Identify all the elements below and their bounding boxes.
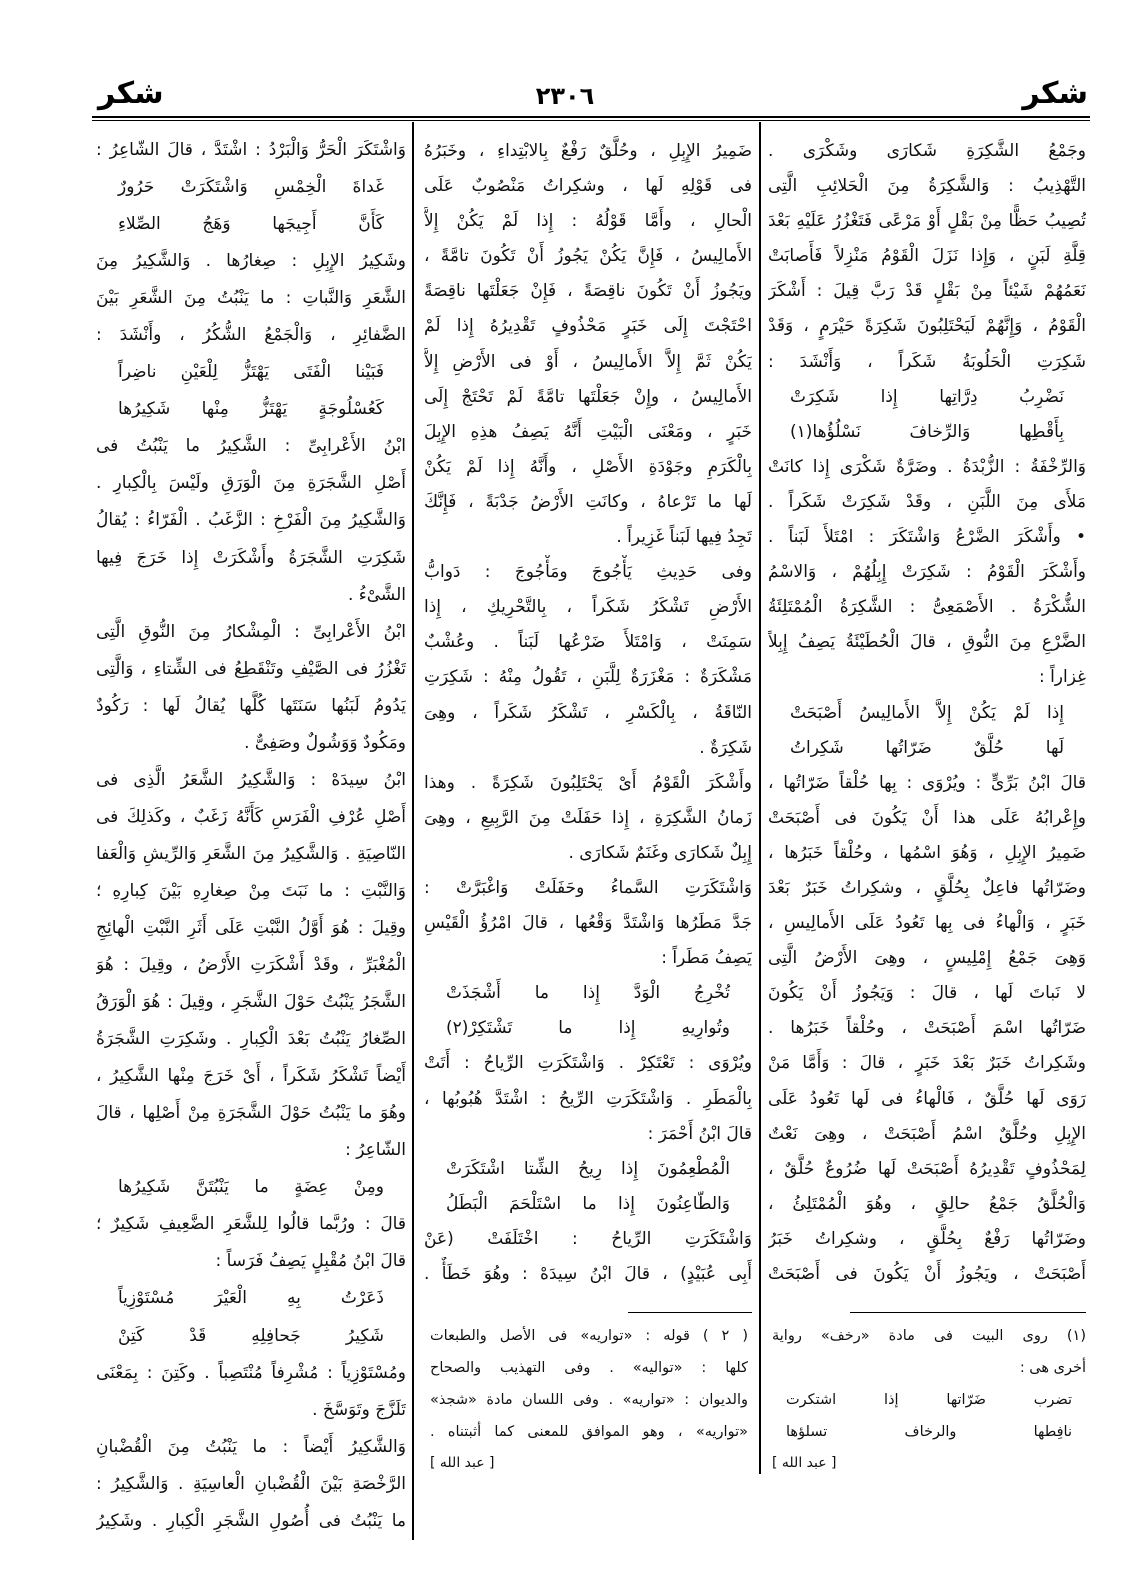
text-line: لِمَحْذُوفٍ تَقْدِيرُهُ أَصْبَحَتْ لَها ضُرُوعٌ حُلَّقٌ ، [768,1158,1086,1179]
text-line: رَوَى لَها حُلَّقٌ ، فَالْهاءُ فى لَها تَعُودُ عَلَى [768,1088,1086,1109]
text-line: شَكِرَتِ الشَّجَرَةُ وأَشْكَرَتْ إِذا خَرَجَ فِيها [96,547,406,568]
verse-line: وتُوارِيهِ إِذا ما تَشْتَكِرْ(٢) [446,1018,730,1039]
text-line: تَغْزُرُ فى الصَّيْفِ وتَنْقَطِعُ فى الشِّتاءِ ، وَالَّتِى [96,658,406,679]
text-line: الرَّخْصَةِ بَيْنَ الْقُضْبانِ الْعاسِيَةِ . وَالشَّكِيرُ : [96,1473,406,1494]
text-line: يَكُنْ ثَمَّ إِلاَّ الأَمالِيسُ ، أَوْ فى الأَرْضِ إِلاَّ [424,351,752,372]
verse-line: كَأَنَّ أَجِيجَها وَهَجُ الصِّلاءِ [118,214,384,235]
footnote-line: والديوان : «تواريه» . وفى اللسان مادة «شجذ» [430,1392,748,1408]
text-line: ومَكُودٌ وَوَشُولٌ وصَفِىٌّ . [244,732,406,753]
text-line: الأَمالِيسُ ، فَإِنَّ يَكُنْ يَجُوزُ أَنْ تَكُونَ تامَّةً ، [424,246,752,267]
text-line: ضَرّاتُها اسْمَ أَصْبَحَتْ ، وحُلْقاً خَبَرُها . [768,1018,1086,1039]
text-line: وأَشْكَرَ الْقَوْمُ : شَكِرَتْ إِبِلُهُمْ ، وَالاسْمُ [768,562,1086,583]
text-line: وَاشْتَكَرَتِ الرِّياحُ : اخْتَلَفَتْ (عَنْ [424,1228,752,1249]
text-line: وجَمْعُ الشَّكِرَةِ شَكارَى وشَكْرَى . [768,141,1086,161]
text-line: شَكِرَةٌ . [699,737,752,758]
text-line: قالَ ابْنُ مُقْبِلٍ يَصِفُ فَرَساً : [215,1251,406,1272]
text-line: وأَشْكَرَ الْقَوْمُ أَىْ يَحْتَلِبُونَ شَكِرَةً . وهذا [424,772,752,793]
column-divider-left [412,122,414,1540]
text-line: سَمِنَتْ ، وَامْتَلأَ ضَرْعُها لَبَناً . وعُشْبٌ [424,632,752,653]
text-line: تُصِيبُ حَظًّا مِنْ بَقْلٍ أَوْ مَرْعًى فَتَغْزُرُ عَلَيْهِ بَعْدَ [768,211,1086,232]
text-line: أَصْلِ الشَّجَرَةِ مِنَ الْوَرَقِ ولَيْسَ بِالْكِبارِ . [96,473,406,494]
text-line: وشَكِراتُ خَبَرٌ بَعْدَ خَبَرٍ ، قالَ : وَأَمَّا مَنْ [768,1053,1086,1074]
column-divider-right [759,122,761,1474]
text-line: الْمُغْبَرِّ ، وقَدْ أَشْكَرَتِ الأَرْضُ ، وقِيلَ : هُوَ [96,955,406,976]
text-line: وإِعْرابُهُ عَلَى هذا أَنْ يَكُونَ فى أَصْبَحَتْ [768,807,1086,828]
text-line: إِبِلٌ شَكارَى وغَنَمٌ شَكارَى . [568,842,752,863]
text-line: بِالْمَطَرِ . وَاشْتَكَرَتِ الرِّيحُ : اشْتَدَّ هُبُوبُها ، [424,1088,752,1109]
text-line: الْحالِ ، وأَمَّا قَوْلُهُ : إِذا لَمْ يَكُنْ إِلاَّ [424,211,752,232]
verse-line: بِأَقْطِها وَالرِّخافَ نَسْلُؤُها(١) [790,421,1064,442]
text-line: أَبِى عُبَيْدٍ) ، قالَ ابْنُ سِيدَهْ : وهُوَ خَطَأٌ . [424,1264,752,1284]
text-line: الأَرْضِ تَشْكَرُ شَكَراً ، بِالتَّحْرِيكِ ، إِذا [424,597,752,618]
text-line: قالَ ابْنُ أَحْمَرَ : [647,1123,752,1144]
text-line: وَالْحُلَّقُ جَمْعُ حالِقٍ ، وهُوَ الْمُمْتَلِئُ ، [768,1193,1086,1214]
text-line: الشّاعِرُ : [345,1140,406,1161]
header-rule [92,116,1090,118]
text-line: ابْنُ الأَعْرابِىِّ : الْمِشْكارُ مِنَ النُّوقِ الَّتِى [96,621,406,642]
text-line: الإِبِلِ وحُلَّقٌ اسْمُ أَصْبَحَتْ ، وهِىَ نَعْتٌ [768,1123,1086,1144]
text-line: وهُوَ ما يَنْبُتُ حَوْلَ الشَّجَرَةِ مِنْ أَصْلِها ، قالَ [96,1103,406,1124]
text-line: نَعَمُهُمْ شَيْئاً مِنْ بَقْلٍ قَدْ رَبَّ قِيلَ : أَشْكَرَ [768,281,1086,302]
text-line: وَهِىَ جَمْعُ إِمْلِيسٍ ، وهِىَ الأَرْضُ الَّتِى [768,948,1086,969]
text-line: تَجِدُ فِيها لَبَناً غَزِيراً . [616,527,752,548]
footnote-line: كلها : «تواليه» . وفى التهذيب والصحاح [430,1360,748,1376]
text-line: وشَكِيرُ الإِبِلِ : صِغارُها . وَالشَّكِيرُ مِنَ [96,251,406,272]
text-line: وَاشْتَكَرَ الْحَرُّ وَالْبَرْدُ : اشْتَدَّ ، قالَ الشّاعِرُ : [96,140,406,160]
text-line: الشَّجَرُ يَنْبُتُ حَوْلَ الشَّجَرِ ، وقِيلَ : هُوَ الْوَرَقُ [96,992,406,1013]
text-line: فى قَوْلِهِ لَها ، وشكِراتُ مَنْصُوبٌ عَلَى [424,176,752,197]
text-line: • وأَشْكَرَ الضَّرْعُ وَاشْتَكَرَ : امْتَلأَ لَبَناً . [768,527,1086,548]
text-line: يَصِفُ مَطَراً : [661,948,752,969]
footnote-right [772,1320,1086,1478]
text-line: احْتَجْتَ إِلَى خَبَرٍ مَحْذُوفٍ تَقْدِيرُهُ إِذا لَمْ [424,316,752,337]
text-line: أَصْلِ عُرْفِ الْفَرَسِ كَأَنَّهُ زَغَبٌ ، وكَذلِكَ فى [96,806,406,827]
text-line: قِلَّةِ لَبَنٍ ، وَإِذا نَزَلَ الْقَوْمُ مَنْزِلاً فَأَصابَتْ [768,246,1086,267]
text-line: خَبَرٍ ، ومَعْنَى الْبَيْتِ أَنَّهُ يَصِفُ هذِهِ الإِبِلَ [424,421,752,442]
footnote-line: «تواريه» ، وهو الموافق للمعنى كما أثبتناه . [430,1424,748,1440]
text-line: شَكِرَتِ الْحَلُوبَةُ شَكَراً ، وَأَنْشَدَ : [768,351,1086,372]
text-line: قالَ ابْنُ بَرِّىٍّ : ويُرْوَى : بِها حُلْقاً ضَرّاتُها ، [768,772,1086,793]
footnote-rule-middle [628,1312,752,1313]
footnote-line: ( ٢ ) قوله : «تواريه» فى الأصل والطبعات [430,1328,748,1344]
text-line: ومُسْتَوْزِياً : مُشْرِفاً مُنْتَصِباً . وكَتِنَ : بِمَعْنَى [96,1362,406,1383]
text-line: الصِّغارُ يَنْبُتُ بَعْدَ الْكِبارِ . وشَكِرَتِ الشَّجَرَةُ [96,1029,406,1050]
verse-line: وَالطّاعِنُونَ إِذا ما اسْتَلْحَمَ الْبَطَلُ [446,1193,730,1214]
text-line: الشَّىْءُ . [347,584,406,605]
verse-line: تُخْرِجُ الْوَدَّ إِذا ما أَشْجَذَتْ [446,983,730,1004]
text-line: ما يَنْبُتُ فى أُصُولِ الشَّجَرِ الْكِبارِ . وشَكِيرُ [96,1510,406,1531]
header-entry-word-left: شكر [98,76,164,111]
text-line: وَاشْتَكَرَتِ السَّماءُ وحَفَلَتْ وَاغْبَرَّتْ : [424,877,752,898]
page-number: ٢٣٠٦ [535,82,595,110]
text-line: وَالشَّكِيرُ مِنَ الْفَرْخِ : الزَّغَبُ . الْفَرّاءُ : يُقالُ [96,510,406,531]
text-line: وقِيلَ : هُوَ أَوَّلُ النَّبْتِ عَلَى أَثَرِ النَّبْتِ الْهائِجِ [96,917,406,938]
text-line: قالَ : ورُبَّما قالُوا لِلشَّعَرِ الضَّعِيفِ شَكِيرٌ ؛ [96,1214,406,1235]
text-line: لَها ما تَرْعاهُ ، وكانَتِ الأَرْضُ جَدْبَةً ، فَإِنَّكَ [424,491,752,512]
text-line: وَالنَّبْتِ : ما نَبَتَ مِنْ صِغارِهِ بَيْنَ كِبارِهِ ؛ [96,880,406,901]
text-line: أَيْضاً تَشْكَرُ شَكَراً ، أَىْ خَرَجَ مِنْها الشَّكِيرُ ، [96,1066,406,1087]
text-line: مَشْكَرَةٌ : مَغْزَرَةٌ لِلَّبَنِ ، تَقُولُ مِنْهُ : شَكِرَتِ [424,667,752,688]
text-line: الضَّفائِرِ ، وَالْجَمْعُ الشُّكُرُ ، وأَنْشَدَ : [96,325,406,346]
verse-line: شَكِيرُ جَحافِلِهِ قَدْ كَتِنْ [118,1325,384,1346]
header-entry-word-right: شكر [1022,76,1088,111]
text-line: وفى حَدِيثِ يَأْجُوجَ ومَأْجُوجَ : دَوابُّ [424,562,752,583]
text-line: مَلأَى مِنَ اللَّبَنِ ، وقَدْ شَكِرَتْ شَكَراً . [768,491,1086,512]
header-rule-inner [92,120,1090,121]
verse-line: ومِنْ عِضَةٍ ما يَنْبُتَنَّ شَكِيرُها [118,1177,384,1198]
text-line: وضَرّاتُها رَفْعٌ بِحُلَّقٍ ، وشكِراتُ خَبَرُ [768,1228,1086,1249]
text-line: بِالْكَرَمِ وجَوْدَةِ الأَصْلِ ، وأَنَّهُ إِذا لَمْ يَكُنْ [424,456,752,477]
text-line: خَبَرٍ ، وَالْهاءُ فى بِها تَعُودُ عَلَى الأَمالِيسِ ، [768,913,1086,934]
text-line: الأَمالِيسُ ، وإِنْ جَعَلْتَها تامَّةً لَمْ تَحْتَجْ إِلَى [424,386,752,407]
footnote-signature: [ عبد الله ] [430,1455,495,1471]
verse-line: غَداةَ الْخِمْسِ وَاشْتَكَرَتْ حَرُورٌ [118,177,384,198]
text-line: الضَّرْعِ مِنَ النُّوقِ ، قالَ الْحُطَيْئَةُ يَصِفُ إِبِلاً [768,632,1086,653]
verse-line: فَبَيْنا الْفَتَى يَهْتَزُّ لِلْعَيْنِ ناضِراً [118,362,384,383]
text-line: ابْنُ سِيدَهْ : وَالشَّكِيرُ الشَّعَرُ الَّذِى فى [96,769,406,790]
text-line: النّاصِيَةِ . وَالشَّكِيرُ مِنَ الشَّعَرِ وَالرِّيشِ وَالْعَفا [96,843,406,864]
verse-line: إِذا لَمْ يَكُنْ إِلاَّ الأَمالِيسُ أَصْبَحَتْ [790,702,1064,723]
text-line: تَلَزَّجَ وتَوَسَّخَ . [312,1399,406,1420]
text-line: غِزاراً : [1038,667,1086,688]
verse-line: لَها حُلَّقٌ ضَرّاتُها شَكِراتُ [790,737,1064,758]
text-line: وَالشَّكِيرُ أَيْضاً : ما يَنْبُتُ مِنَ الْقُضْبانِ [96,1436,406,1457]
text-line: وضَرّاتُها فاعِلٌ بِحُلَّقٍ ، وشكِراتُ خَبَرٌ بَعْدَ [768,877,1086,898]
footnote-middle [430,1320,748,1478]
verse-line: كَعُسْلُوجَةٍ يَهْتَزُّ مِنْها شَكِيرُها [118,399,384,420]
verse-line: الْمُطْعِمُونَ إِذا رِيحُ الشِّتا اشْتَكَرَتْ [446,1158,730,1179]
text-line: ضَمِيرُ الإِبِلِ ، وحُلَّقٌ رَفْعٌ بِالابْتِداءِ ، وخَبَرُهُ [424,141,752,161]
text-line: النّاقَةُ ، بِالْكَسْرِ ، تَشْكَرُ شَكَراً ، وهِىَ [424,702,752,723]
footnote-line: أخرى هى : [1019,1360,1086,1376]
text-line: أَصْبَحَتْ ، ويَجُوزُ أَنْ يَكُونَ فى أَصْبَحَتْ [768,1264,1086,1284]
text-line: الشَّعَرِ وَالنَّباتِ : ما يَنْبُتُ مِنَ الشَّعَرِ بَيْنَ [96,288,406,309]
column-middle [424,134,752,1292]
text-line: التَّهْذِيبُ : وَالشَّكِرَةُ مِنَ الْحَلائِبِ الَّتِى [768,176,1086,197]
verse-line: ذَعَرْتُ بِهِ الْعَيْرَ مُسْتَوْزِياً [118,1288,384,1309]
footnote-verse-line: نافِطها والرخاف تسلؤها [786,1424,1072,1440]
text-line: زَمانُ الشَّكِرَةِ ، إِذا حَفَلَتْ مِنَ الرَّبِيعِ ، وهِىَ [424,807,752,828]
text-line: الشُّكْرَةُ . الأَصْمَعِىُّ : الشَّكِرَةُ الْمُمْتَلِئَةُ [768,597,1086,618]
text-line: ويَجُوزُ أَنْ تَكُونَ ناقِصَةً ، فَإِنْ جَعَلْتَها ناقِصَةً [424,281,752,302]
footnote-rule-right [850,1312,1086,1313]
text-line: يَدُومُ لَبَنُها سَنَتَها كُلَّها يُقالُ لَها : رَكُودٌ [96,695,406,716]
text-line: ضَمِيرُ الإِبِلِ ، وَهُوَ اسْمُها ، وحُلْقاً خَبَرُها ، [768,842,1086,863]
text-line: ابْنُ الأَعْرابِىِّ : الشَّكِيرُ ما يَنْبُتُ فى [96,436,406,457]
footnote-signature: [ عبد الله ] [772,1455,837,1471]
text-line: ويُرْوَى : تَعْتَكِرْ . وَاشْتَكَرَتِ الرِّياحُ : أَتَتْ [424,1053,752,1074]
text-line: جَدَّ مَطَرُها وَاشْتَدَّ وَقْعُها ، قالَ امْرُؤُ الْقَيْسِ [424,913,752,934]
column-left [96,132,406,1540]
text-line: وَالرِّخْفَةُ : الزُّبْدَةُ . وضَرَّةٌ شَكْرَى إِذا كانَتْ [768,456,1086,477]
verse-line: نَضْرِبُ دِرَّاتِها إِذا شَكِرَتْ [790,386,1064,407]
footnote-verse-line: تضرب ضَرّاتها إذا اشتكرت [786,1392,1072,1408]
column-right [768,134,1086,1292]
text-line: الْقَوْمُ ، وَإِنَّهُمْ لَيَحْتَلِبُونَ شَكِرَةً حَيْرَمٍ ، وَقَدْ [768,316,1086,337]
text-line: لا نَباتَ لَها ، قالَ : وَيَجُوزُ أَنْ يَكُونَ [768,983,1086,1004]
footnote-line: (١) روى البيت فى مادة «رخف» رواية [772,1328,1086,1344]
